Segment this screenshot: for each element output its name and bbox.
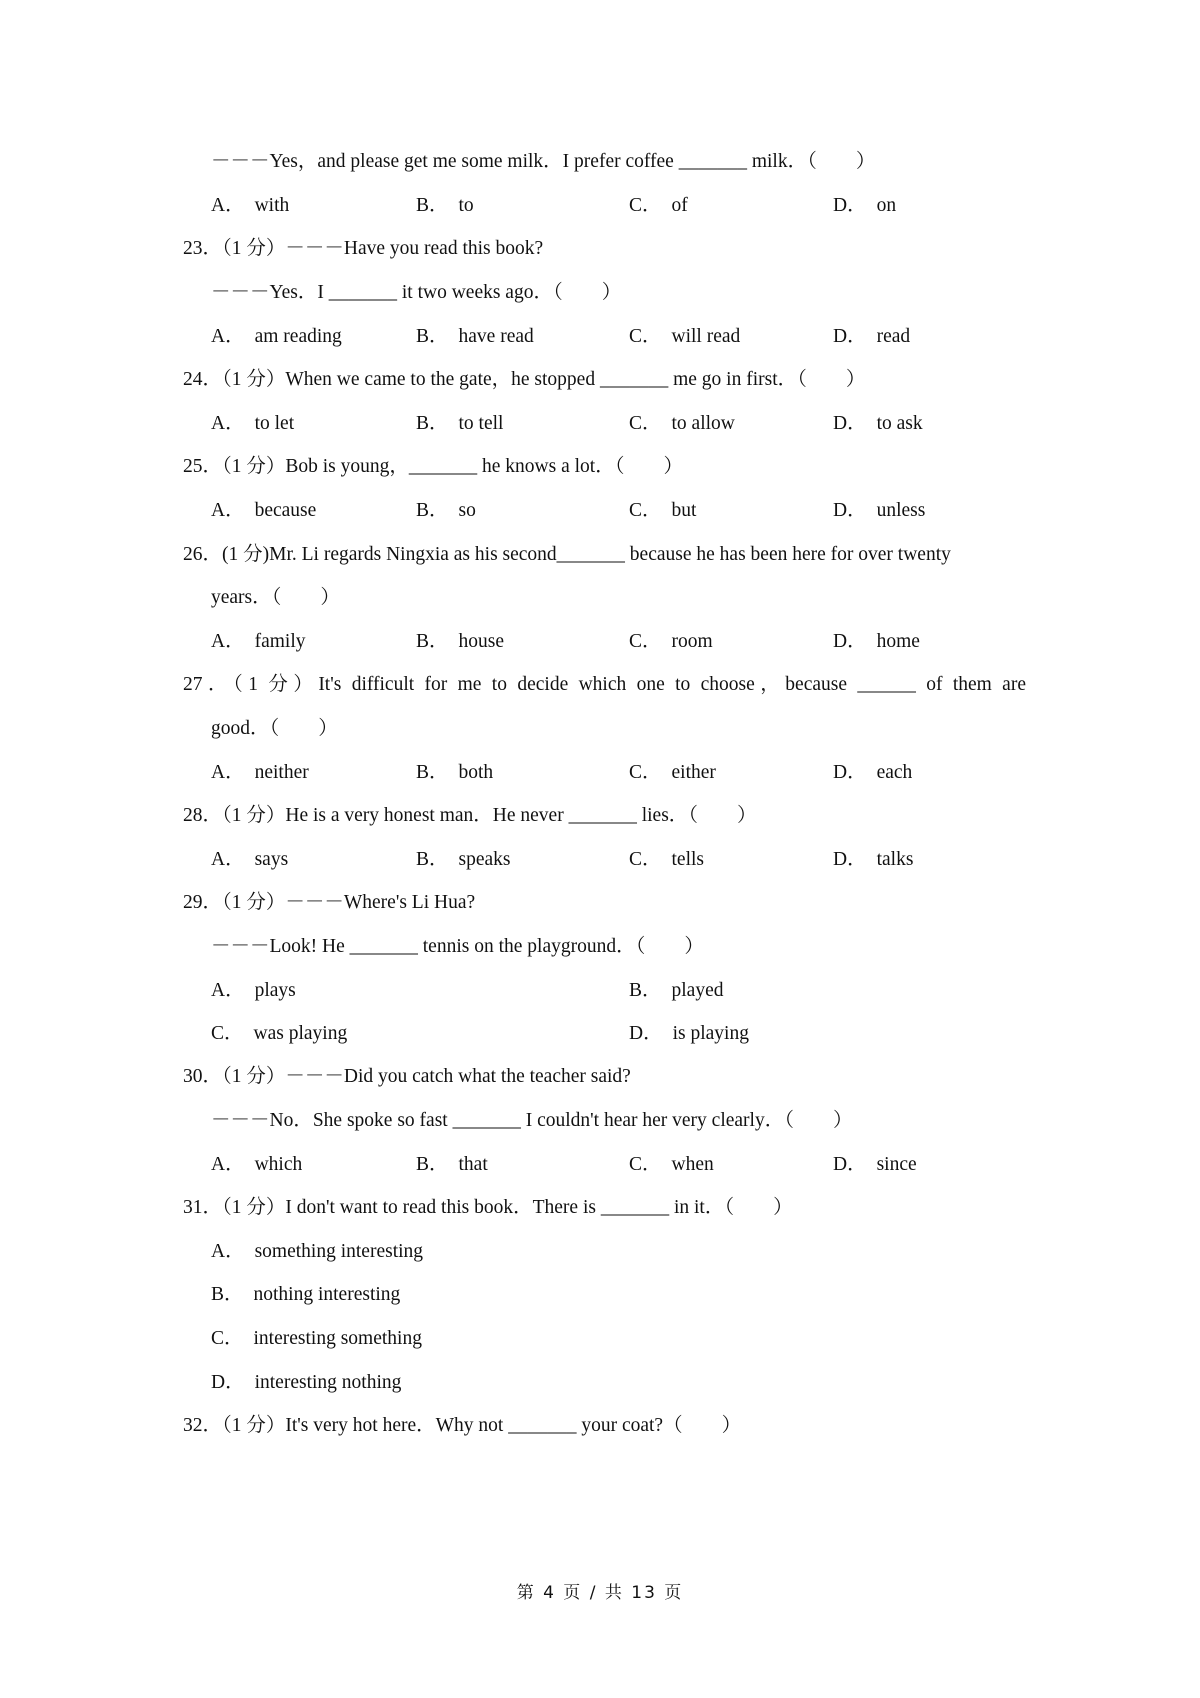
option-d[interactable] [833,494,925,522]
option-letter: B． [416,631,449,652]
option-text: which [254,1154,303,1175]
option-text: played [671,980,724,1001]
option-letter: D． [211,1372,245,1393]
option-letter: A． [211,849,245,870]
option-letter: A． [211,500,245,521]
q32-stem: 32．（1 分）It's very hot here．Why not _______ your coat?（ ） [183,1415,742,1436]
option-b[interactable] [416,407,503,435]
option-c[interactable] [629,843,704,871]
option-text: something interesting [254,1241,424,1262]
option-b[interactable] [416,189,474,217]
q22-reply: －－－Yes，and please get me some milk．I prefer coffee _______ milk．（ ） [211,151,876,172]
option-letter: B． [629,980,662,1001]
option-text: of [671,195,688,216]
q24-stem: 24．（1 分）When we came to the gate，he stopped _______ me go in first．（ ） [183,369,866,390]
option-letter: B． [416,849,449,870]
option-letter: C． [629,195,662,216]
option-b[interactable] [416,320,534,348]
q31-option-d[interactable] [211,1366,401,1394]
option-a[interactable] [211,843,288,871]
option-text: plays [254,980,296,1001]
option-letter: D． [833,500,867,521]
option-c[interactable] [629,494,696,522]
option-text: am reading [254,326,342,347]
option-text: that [458,1154,488,1175]
option-d[interactable] [833,625,920,653]
option-text: to tell [458,413,504,434]
q27-stem: 27．（1 分）It's difficult for me to decide which one to choose，because ______ of them are [183,674,1026,695]
option-text: interesting something [253,1328,422,1349]
option-text: both [458,762,494,783]
option-text: will read [671,326,741,347]
option-b[interactable] [416,756,493,784]
option-text: but [671,500,697,521]
option-text: to let [254,413,295,434]
option-text: house [458,631,505,652]
option-text: because [254,500,317,521]
q26-stem: 26．(1 分)Mr. Li regards Ningxia as his second_______ because he has been here for over twenty [183,544,951,565]
option-c[interactable] [629,756,716,784]
option-d[interactable] [833,407,923,435]
option-text: nothing interesting [253,1284,401,1305]
option-letter: A． [211,762,245,783]
option-letter: B． [416,413,449,434]
option-text: since [876,1154,917,1175]
option-letter: A． [211,326,245,347]
option-d[interactable] [833,843,913,871]
option-letter: C． [211,1328,244,1349]
option-letter: A． [211,1154,245,1175]
option-text: home [876,631,920,652]
q31-option-a[interactable] [211,1235,423,1263]
option-a[interactable] [211,756,309,784]
option-text: speaks [458,849,511,870]
option-text: is playing [672,1023,749,1044]
option-text: read [876,326,911,347]
option-text: interesting nothing [254,1372,402,1393]
option-text: on [876,195,897,216]
option-letter: B． [416,195,449,216]
option-letter: D． [833,631,867,652]
option-letter: B． [416,500,449,521]
option-letter: B． [416,326,449,347]
option-b[interactable] [416,1148,488,1176]
option-a[interactable] [211,974,296,1002]
option-text: each [876,762,913,783]
option-letter: D． [833,195,867,216]
option-letter: B． [416,1154,449,1175]
option-text: was playing [253,1023,348,1044]
option-text: so [458,500,476,521]
option-letter: C． [629,762,662,783]
option-text: with [254,195,290,216]
option-letter: C． [629,631,662,652]
option-letter: C． [629,1154,662,1175]
option-c[interactable] [629,407,735,435]
option-a[interactable] [211,189,289,217]
option-letter: D． [833,326,867,347]
option-letter: A． [211,413,245,434]
option-text: talks [876,849,914,870]
option-text: unless [876,500,926,521]
option-letter: C． [211,1023,244,1044]
option-a[interactable] [211,407,294,435]
option-text: says [254,849,289,870]
option-c[interactable] [629,320,740,348]
q29-reply: －－－Look! He _______ tennis on the playground．（ ） [211,936,704,957]
q31-option-c[interactable] [211,1322,422,1350]
option-d[interactable] [833,1148,917,1176]
option-b[interactable] [629,974,724,1002]
option-text: family [254,631,306,652]
option-letter: D． [833,413,867,434]
q25-stem: 25．（1 分）Bob is young，_______ he knows a lot．（ ） [183,456,683,477]
option-letter: C． [629,500,662,521]
q27-stem-cont: good．（ ） [211,718,338,739]
option-b[interactable] [416,494,476,522]
option-a[interactable] [211,494,316,522]
option-b[interactable] [416,843,511,871]
q31-option-b[interactable] [211,1278,400,1306]
q31-stem: 31．（1 分）I don't want to read this book．There is _______ in it．（ ） [183,1197,793,1218]
option-text: neither [254,762,309,783]
q26-stem-cont: years．（ ） [211,587,340,608]
option-letter: A． [211,195,245,216]
option-c[interactable] [629,1148,714,1176]
option-text: to ask [876,413,923,434]
option-letter: C． [629,849,662,870]
option-text: when [671,1154,714,1175]
option-d[interactable] [629,1017,749,1045]
option-text: either [671,762,716,783]
option-letter: D． [833,762,867,783]
q30-reply: －－－No．She spoke so fast _______ I couldn't hear her very clearly．（ ） [211,1110,853,1131]
option-text: tells [671,849,705,870]
option-a[interactable] [211,625,306,653]
page-footer: 第 4 页 / 共 13 页 [516,1583,684,1603]
q23-stem: 23．（1 分）－－－Have you read this book? [183,238,544,259]
option-a[interactable] [211,1148,302,1176]
q28-stem: 28．（1 分）He is a very honest man．He never _______ lies．（ ） [183,805,757,826]
option-letter: D． [629,1023,663,1044]
option-text: room [671,631,713,652]
option-letter: A． [211,980,245,1001]
option-text: to allow [671,413,735,434]
option-c[interactable] [211,1017,347,1045]
option-a[interactable] [211,320,342,348]
q23-reply: －－－Yes．I _______ it two weeks ago．（ ） [211,282,622,303]
option-text: have read [458,326,534,347]
option-d[interactable] [833,756,912,784]
option-letter: C． [629,413,662,434]
option-letter: A． [211,1241,245,1262]
option-c[interactable] [629,625,713,653]
q29-stem: 29．（1 分）－－－Where's Li Hua? [183,892,476,913]
option-c[interactable] [629,189,688,217]
option-text: to [458,195,474,216]
option-letter: D． [833,1154,867,1175]
option-letter: A． [211,631,245,652]
option-b[interactable] [416,625,504,653]
option-letter: B． [211,1284,244,1305]
option-d[interactable] [833,320,910,348]
option-d[interactable] [833,189,896,217]
option-letter: B． [416,762,449,783]
option-letter: C． [629,326,662,347]
q30-stem: 30．（1 分）－－－Did you catch what the teacher said? [183,1066,631,1087]
option-letter: D． [833,849,867,870]
